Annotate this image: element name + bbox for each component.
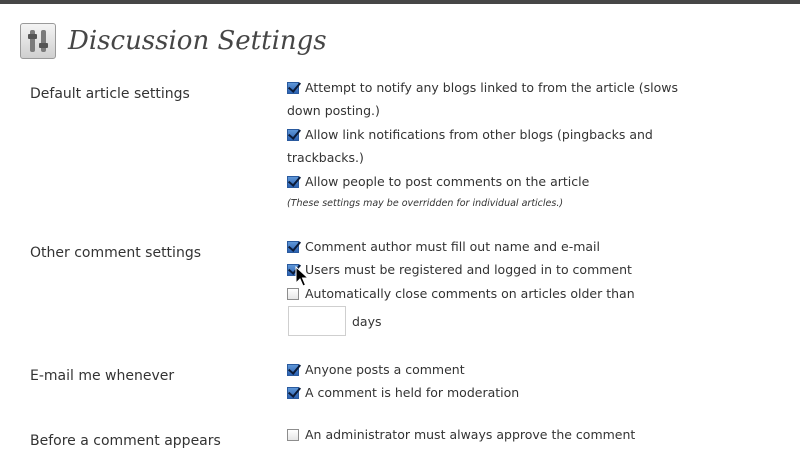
option-require-registration[interactable]: Users must be registered and logged in to comment <box>287 258 632 281</box>
option-notify-linked-blogs[interactable]: Attempt to notify any blogs linked to from the article (slows <box>287 76 678 99</box>
close-days-input[interactable] <box>288 306 346 336</box>
settings-sliders-icon <box>20 23 56 59</box>
option-notify-linked-blogs-continued: down posting.) <box>287 103 380 118</box>
days-label: days <box>352 314 382 329</box>
checkbox-checked[interactable] <box>287 387 299 399</box>
checkbox-checked[interactable] <box>287 241 299 253</box>
admin-top-bar <box>0 0 800 4</box>
option-require-name-email[interactable]: Comment author must fill out name and e-mail <box>287 235 600 258</box>
option-auto-close-comments[interactable]: Automatically close comments on articles older than <box>287 282 635 305</box>
option-email-held-moderation[interactable]: A comment is held for moderation <box>287 381 519 404</box>
checkbox-unchecked[interactable] <box>287 288 299 300</box>
option-allow-link-notifications-continued: trackbacks.) <box>287 150 364 165</box>
option-email-any-comment[interactable]: Anyone posts a comment <box>287 358 465 381</box>
checkbox-checked[interactable] <box>287 129 299 141</box>
mouse-cursor-icon <box>295 266 309 288</box>
option-admin-approve[interactable]: An administrator must always approve the comment <box>287 423 635 446</box>
checkbox-unchecked[interactable] <box>287 429 299 441</box>
checkbox-checked[interactable] <box>287 176 299 188</box>
option-allow-link-notifications[interactable]: Allow link notifications from other blogs (pingbacks and <box>287 123 653 146</box>
section-label-before-comment: Before a comment appears <box>30 433 221 449</box>
checkbox-checked[interactable] <box>287 82 299 94</box>
option-allow-comments[interactable]: Allow people to post comments on the article <box>287 170 589 193</box>
section-label-other-comment: Other comment settings <box>30 245 201 261</box>
section-label-email-me: E-mail me whenever <box>30 368 175 384</box>
page-title: Discussion Settings <box>68 26 327 56</box>
checkbox-checked[interactable] <box>287 364 299 376</box>
override-note: (These settings may be overridden for individual articles.) <box>287 198 564 209</box>
section-label-default-article: Default article settings <box>30 86 190 102</box>
